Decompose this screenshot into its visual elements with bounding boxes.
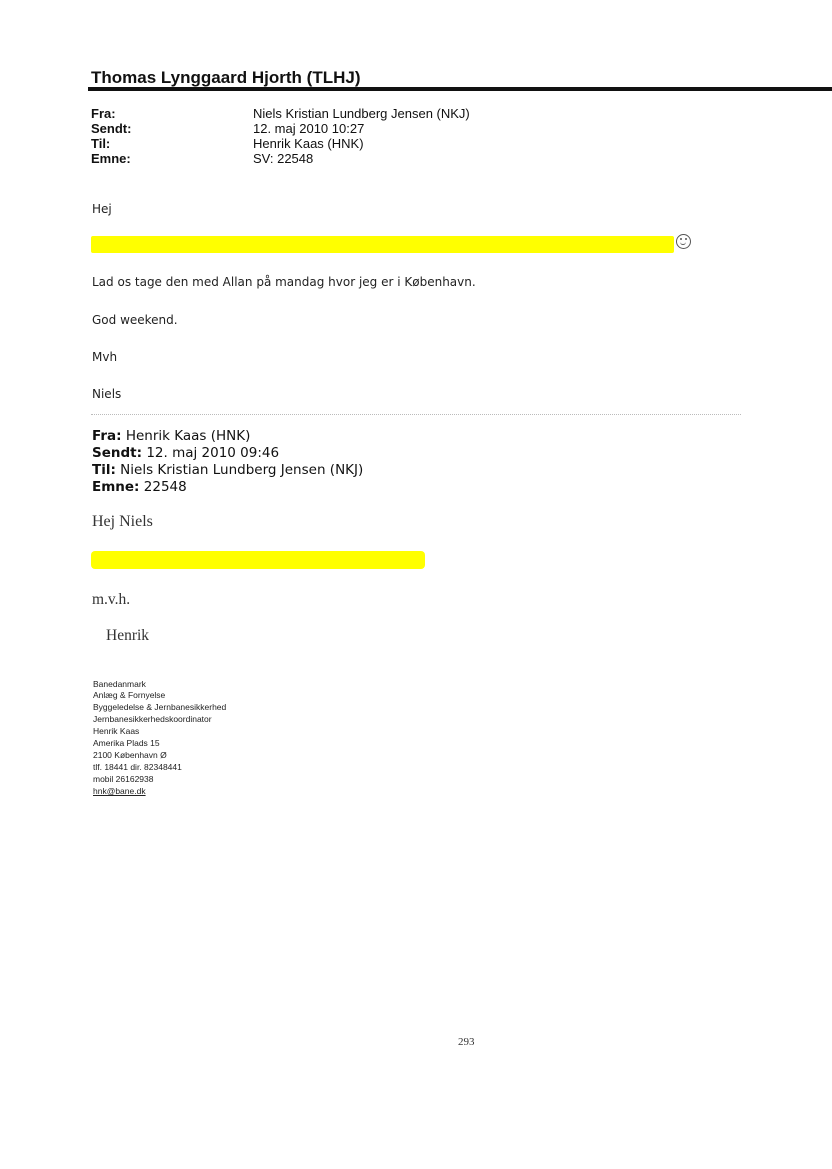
sent-label: Sendt:	[91, 121, 132, 136]
quoted-to	[92, 462, 363, 478]
redaction-bar	[91, 551, 425, 569]
quoted-name: Henrik	[106, 627, 150, 644]
smiley-icon	[676, 234, 691, 249]
quoted-greeting: Hej Niels	[92, 513, 153, 530]
signature-line: tlf. 18441 dir. 82348441	[93, 762, 182, 772]
quoted-to-value: Niels Kristian Lundberg Jensen (NKJ)	[120, 462, 364, 478]
quoted-from-label: Fra:	[92, 428, 122, 444]
signature-line: Jernbanesikkerhedskoordinator	[93, 714, 212, 724]
quoted-to-label: Til:	[92, 462, 116, 478]
header-rule	[88, 87, 832, 91]
signature-line: Byggeledelse & Jernbanesikkerhed	[93, 702, 227, 712]
signature-line: 2100 København Ø	[93, 750, 167, 760]
from-label: Fra:	[91, 106, 116, 121]
signature-email-link[interactable]: hnk@bane.dk	[93, 786, 146, 796]
signature-line: mobil 26162938	[93, 774, 154, 784]
to-label: Til:	[91, 136, 111, 151]
reply-line: Lad os tage den med Allan på mandag hvor jeg er i København.	[92, 275, 476, 289]
to-value: Henrik Kaas (HNK)	[253, 136, 364, 151]
reply-line: God weekend.	[92, 313, 178, 327]
quoted-sent-label: Sendt:	[92, 445, 143, 461]
quoted-sent	[92, 445, 279, 461]
page-number: 293	[458, 1036, 475, 1048]
signature-line: Henrik Kaas	[93, 726, 140, 736]
subject-value: SV: 22548	[253, 151, 314, 166]
signature-line: Amerika Plads 15	[93, 738, 160, 748]
redaction-bar	[91, 236, 674, 253]
signature-line: Banedanmark	[93, 679, 146, 689]
quoted-closing: m.v.h.	[92, 591, 131, 608]
subject-label: Emne:	[91, 151, 131, 166]
reply-signoff: Niels	[92, 387, 122, 401]
reply-line: Mvh	[92, 350, 118, 364]
quoted-subject-value: 22548	[143, 479, 187, 495]
reply-greeting: Hej	[92, 202, 112, 216]
quoted-subject	[92, 479, 187, 495]
signature-line: Anlæg & Fornyelse	[93, 690, 166, 700]
quoted-subject-label: Emne:	[92, 479, 140, 495]
sent-value: 12. maj 2010 10:27	[253, 121, 365, 136]
owner-name: Thomas Lynggaard Hjorth (TLHJ)	[91, 68, 361, 87]
quoted-from-value: Henrik Kaas (HNK)	[125, 428, 251, 444]
message-separator	[91, 414, 741, 415]
from-value: Niels Kristian Lundberg Jensen (NKJ)	[253, 106, 470, 121]
quoted-from	[92, 428, 250, 444]
quoted-sent-value: 12. maj 2010 09:46	[146, 445, 280, 461]
